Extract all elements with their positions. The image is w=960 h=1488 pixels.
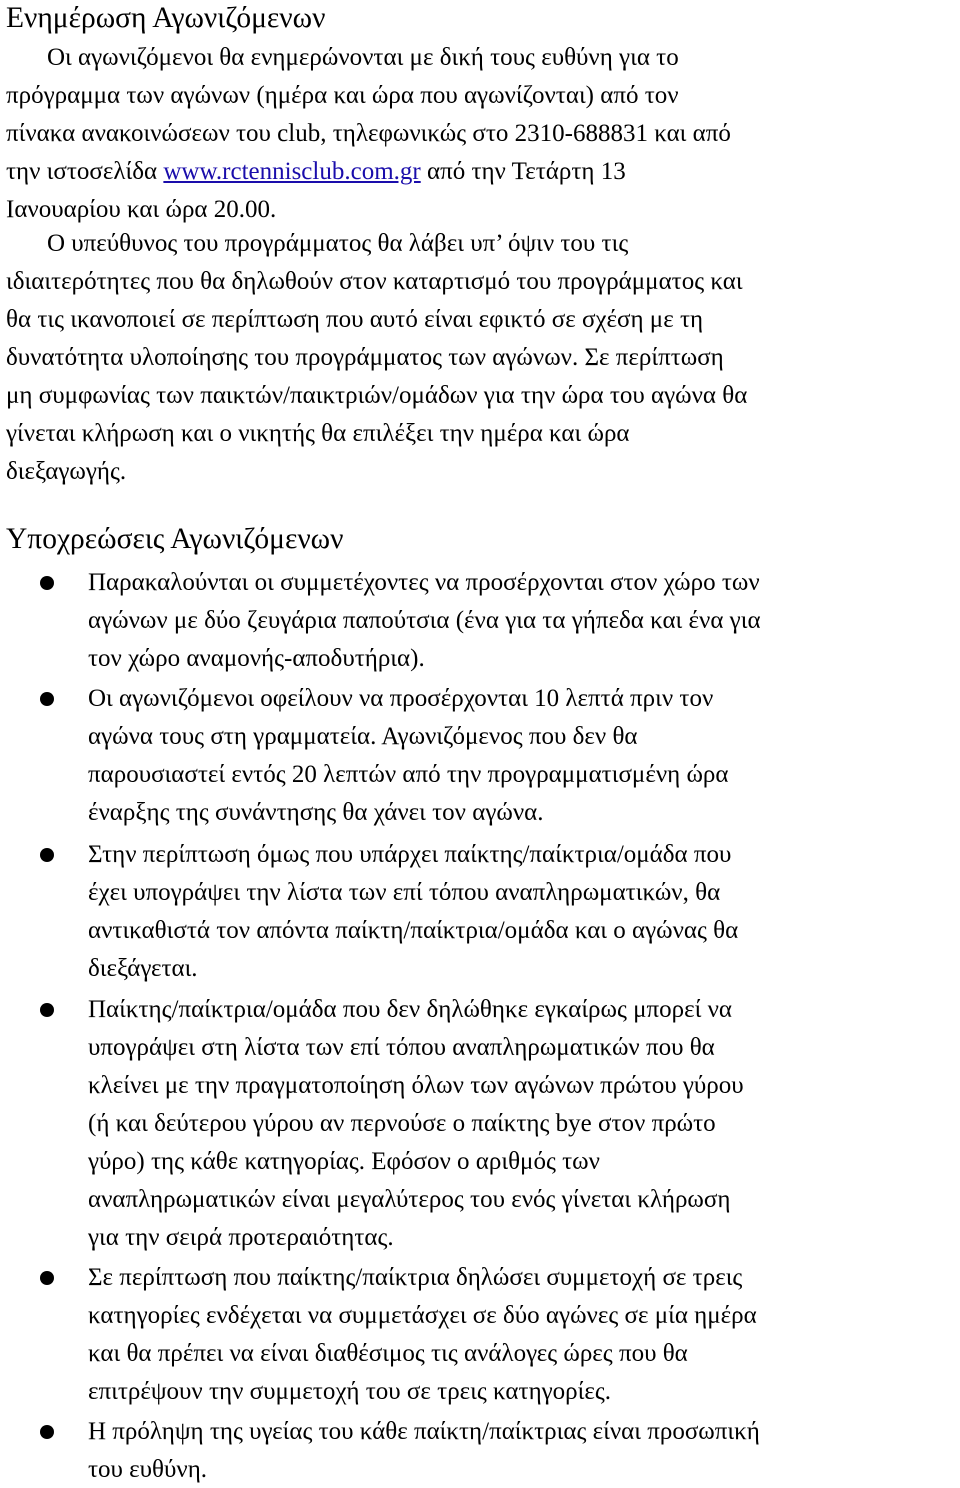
- obligations-section-heading: Υποχρεώσεις Αγωνιζόμενων: [6, 523, 344, 555]
- info-section-heading: Ενημέρωση Αγωνιζόμενων: [6, 2, 326, 34]
- bullet-dot-icon: [40, 1003, 54, 1017]
- list-item-line: παρουσιαστεί εντός 20 λεπτών από την προγραμματισμένη ώρα: [88, 761, 729, 788]
- list-item-line: και θα πρέπει να είναι διαθέσιμος τις ανάλογες ώρες που θα: [88, 1340, 688, 1367]
- link-suffix-text: από την Τετάρτη 13: [420, 158, 626, 185]
- info-paragraph-2-line: μη συμφωνίας των παικτών/παικτριών/ομάδων για την ώρα του αγώνα θα: [6, 382, 748, 409]
- list-item-line: τον χώρο αναμονής-αποδυτήρια).: [88, 645, 425, 672]
- list-item-line: Παίκτης/παίκτρια/ομάδα που δεν δηλώθηκε εγκαίρως μπορεί να: [88, 996, 733, 1023]
- info-paragraph-1-line: Ιανουαρίου και ώρα 20.00.: [6, 196, 277, 223]
- info-paragraph-1-line-with-link: [6, 154, 626, 190]
- list-item-line: αγώνα τους στη γραμματεία. Αγωνιζόμενος που δεν θα: [88, 723, 638, 750]
- list-item-line: γύρο) της κάθε κατηγορίας. Εφόσον ο αριθμός των: [88, 1148, 600, 1175]
- list-item-line: διεξάγεται.: [88, 955, 198, 982]
- bullet-dot-icon: [40, 1425, 54, 1439]
- list-item-line: έχει υπογράψει την λίστα των επί τόπου αναπληρωματικών, θα: [88, 879, 721, 906]
- list-item-line: υπογράψει στη λίστα των επί τόπου αναπληρωματικών που θα: [88, 1034, 715, 1061]
- info-paragraph-1-line: Οι αγωνιζόμενοι θα ενημερώνονται με δική τους ευθύνη για το: [47, 44, 679, 71]
- list-item-line: Στην περίπτωση όμως που υπάρχει παίκτης/παίκτρια/ομάδα που: [88, 841, 732, 868]
- bullet-dot-icon: [40, 848, 54, 862]
- info-paragraph-2-line: Ο υπεύθυνος του προγράμματος θα λάβει υπ’ όψιν του τις: [47, 230, 629, 257]
- link-prefix-text: την ιστοσελίδα: [6, 158, 164, 185]
- list-item-line: (ή και δεύτερου γύρου αν περνούσε ο παίκτης bye στον πρώτο: [88, 1110, 716, 1137]
- info-paragraph-2-line: θα τις ικανοποιεί σε περίπτωση που αυτό είναι εφικτό σε σχέση με τη: [6, 306, 704, 333]
- info-paragraph-2-line: διεξαγωγής.: [6, 458, 127, 485]
- info-paragraph-1-line: πρόγραμμα των αγώνων (ημέρα και ώρα που αγωνίζονται) από τον: [6, 82, 679, 109]
- info-paragraph-2-line: ιδιαιτερότητες που θα δηλωθούν στον καταρτισμό του προγράμματος και: [6, 268, 743, 295]
- list-item-line: αγώνων με δύο ζευγάρια παπούτσια (ένα για τα γήπεδα και ένα για: [88, 607, 761, 634]
- list-item-line: Οι αγωνιζόμενοι οφείλουν να προσέρχονται 10 λεπτά πριν τον: [88, 685, 714, 712]
- list-item-line: του ευθύνη.: [88, 1456, 208, 1483]
- list-item-line: για την σειρά προτεραιότητας.: [88, 1224, 394, 1251]
- list-item-line: επιτρέψουν την συμμετοχή του σε τρεις κατηγορίες.: [88, 1378, 612, 1405]
- list-item-line: αναπληρωματικών είναι μεγαλύτερος του ενός γίνεται κλήρωση: [88, 1186, 731, 1213]
- bullet-dot-icon: [40, 1271, 54, 1285]
- list-item-line: έναρξης της συνάντησης θα χάνει τον αγώνα.: [88, 799, 544, 826]
- bullet-dot-icon: [40, 576, 54, 590]
- list-item-line: αντικαθιστά τον απόντα παίκτη/παίκτρια/ομάδα και ο αγώνας θα: [88, 917, 739, 944]
- bullet-dot-icon: [40, 692, 54, 706]
- list-item-line: Παρακαλούνται οι συμμετέχοντες να προσέρχονται στον χώρο των: [88, 569, 760, 596]
- info-paragraph-2-line: δυνατότητα υλοποίησης του προγράμματος των αγώνων. Σε περίπτωση: [6, 344, 724, 371]
- list-item-line: Σε περίπτωση που παίκτης/παίκτρια δηλώσει συμμετοχή σε τρεις: [88, 1264, 743, 1291]
- club-website-link[interactable]: www.rctennisclub.com.gr: [163, 158, 421, 185]
- list-item-line: κλείνει με την πραγματοποίηση όλων των αγώνων πρώτου γύρου: [88, 1072, 744, 1099]
- info-paragraph-1-line: πίνακα ανακοινώσεων του club, τηλεφωνικώς στο 2310-688831 και από: [6, 120, 731, 147]
- list-item-line: Η πρόληψη της υγείας του κάθε παίκτη/παίκτριας είναι προσωπική: [88, 1418, 760, 1445]
- list-item-line: κατηγορίες ενδέχεται να συμμετάσχει σε δύο αγώνες σε μία ημέρα: [88, 1302, 757, 1329]
- info-paragraph-2-line: γίνεται κλήρωση και ο νικητής θα επιλέξει την ημέρα και ώρα: [6, 420, 630, 447]
